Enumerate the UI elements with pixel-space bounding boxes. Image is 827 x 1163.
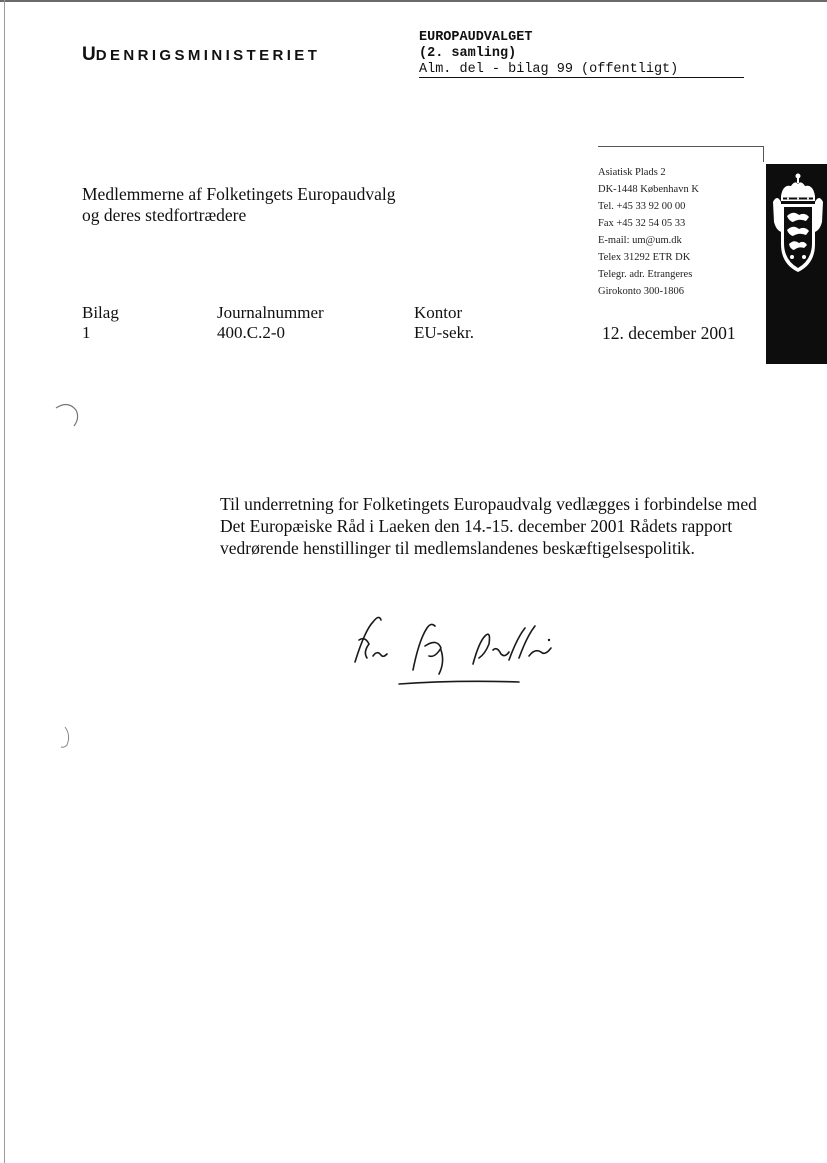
address-phone: Tel. +45 33 92 00 00	[598, 201, 686, 212]
address-street: Asiatisk Plads 2	[598, 167, 666, 178]
letter-date: 12. december 2001	[602, 323, 736, 343]
stamp-line2: (2. samling)	[419, 46, 517, 61]
page-top-edge	[0, 0, 827, 2]
address-email: E-mail: um@um.dk	[598, 235, 682, 246]
address-city: DK-1448 København K	[598, 184, 699, 195]
journal-value: 400.C.2-0	[217, 323, 285, 342]
page-left-edge	[4, 0, 5, 1163]
ministry-name	[82, 44, 320, 66]
recipient-line1: Medlemmerne af Folketingets Europaudvalg	[82, 184, 396, 204]
address-fax: Fax +45 32 54 05 33	[598, 218, 686, 229]
bilag-value: 1	[82, 323, 91, 342]
ministry-initial: U	[82, 44, 96, 65]
stamp-line1: EUROPAUDVALGET	[419, 30, 533, 45]
kontor-value: EU-sekr.	[414, 323, 474, 342]
ministry-rest: DENRIGSMINISTERIET	[95, 47, 321, 64]
bilag-label: Bilag	[82, 303, 119, 322]
address-rule-tick	[763, 146, 764, 162]
margin-mark-icon	[50, 398, 84, 428]
margin-bracket-icon	[55, 725, 79, 749]
recipient-block	[82, 184, 395, 226]
recipient-line2: og deres stedfortrædere	[82, 205, 247, 225]
kontor-label: Kontor	[414, 303, 463, 322]
journal-label: Journalnummer	[217, 303, 324, 322]
body-paragraph: Til underretning for Folketingets Europaudvalg vedlægges i forbindelse med Det Europæiske Råd i Laeken den 14.-15. december 2001 Rådets rapport vedrørende henstillinger til medlemslandenes beskæftigelsespolitik.	[220, 494, 757, 558]
stamp-line3: Alm. del - bilag 99 (offentligt)	[419, 62, 744, 78]
royal-crest-icon	[773, 172, 823, 282]
address-rule	[598, 146, 763, 147]
address-giro: Girokonto 300-1806	[598, 286, 685, 297]
sender-address-block	[598, 164, 699, 300]
committee-stamp	[419, 30, 744, 78]
address-telegram: Telegr. adr. Etrangeres	[598, 269, 693, 280]
signature-icon	[345, 600, 565, 695]
address-telex: Telex 31292 ETR DK	[598, 252, 691, 263]
